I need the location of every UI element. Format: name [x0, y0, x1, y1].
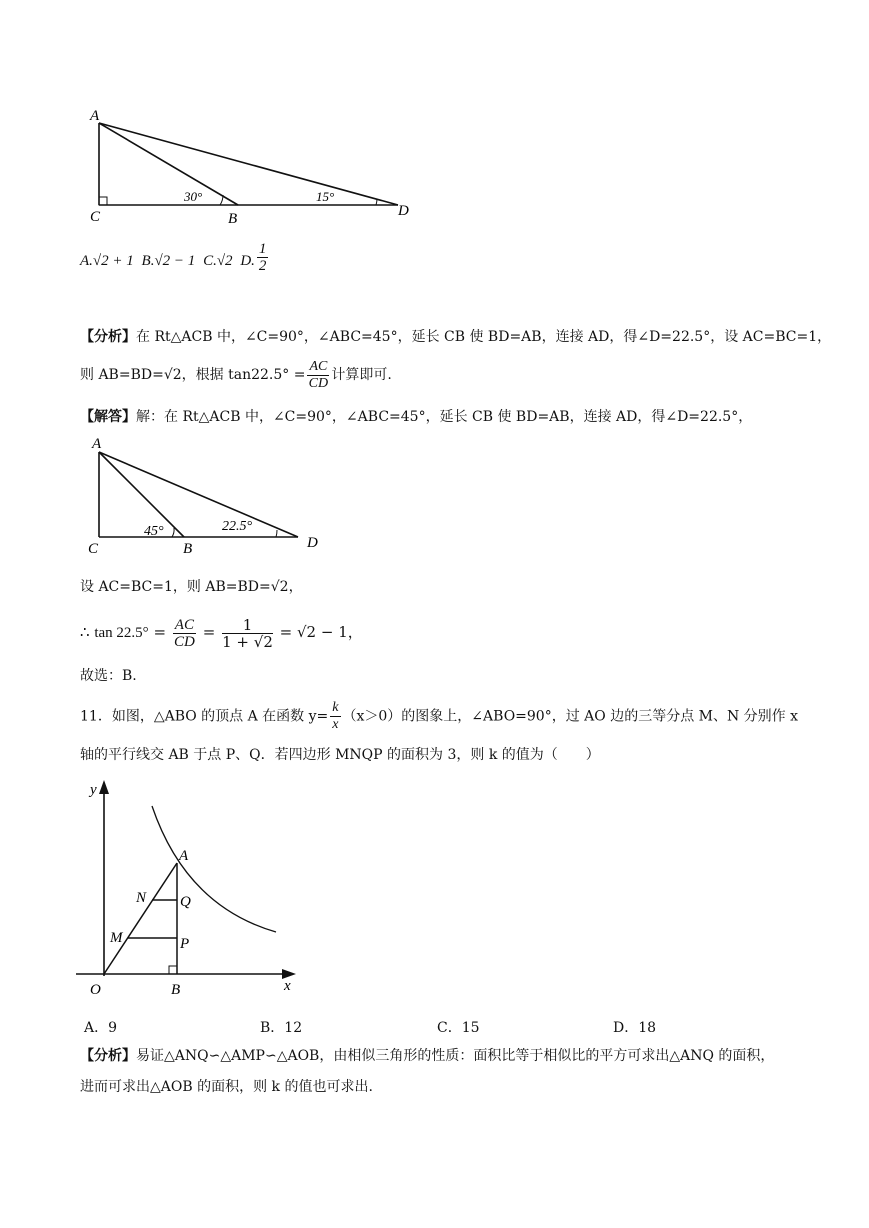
analysis-tag: 【分析】 [80, 1048, 136, 1064]
label-Q: Q [180, 894, 191, 910]
fraction-1-over-1-plus-sqrt2: $\frac{1}{1 + √2}$ [222, 615, 273, 651]
choices-q10: A.√2 + 1 B.√2 − 1 C.√2 D. $\frac{1}{2}$ [80, 241, 267, 274]
solution-10-answer: 故选：B. [80, 668, 137, 684]
analysis-11-line1: 【分析】易证△ANQ∽△AMP∽△AOB，由相似三角形的性质：面积比等于相似比的平方可求出△ANQ 的面积， [80, 1048, 775, 1064]
choice-11-a: A．9 [84, 1020, 118, 1036]
choice-11-c: C．15 [437, 1020, 480, 1036]
choice-b-expr: √2 − 1 [154, 252, 196, 269]
analysis-tag: 【分析】 [80, 329, 136, 345]
label-A: A [179, 848, 189, 864]
sqrt2: √2 [270, 579, 289, 595]
angle-label-30: 30° [184, 189, 203, 204]
question-11-line2: 轴的平行线交 AB 于点 P、Q．若四边形 MNQP 的面积为 3，则 k 的值为（ ） [80, 747, 600, 763]
analysis-11-line2: 进而可求出△AOB 的面积，则 k 的值也可求出. [80, 1079, 373, 1095]
figure-hyperbola-triangle [76, 776, 311, 1001]
label-O: O [90, 982, 101, 998]
analysis-10-line1: 【分析】在 Rt△ACB 中，∠C=90°，∠ABC=45°，延长 CB 使 BD=AB，连接 AD，得∠D=22.5°，设 AC=BC=1， [80, 329, 832, 345]
angle-label-15: 15° [316, 189, 335, 204]
choice-11-d: D．18 [613, 1020, 657, 1036]
analysis-10-line2: 则 AB=BD=√2，根据 tan22.5° = $\frac{AC}{CD}$ 计算即可. [80, 358, 392, 391]
axis-label-y: y [90, 782, 97, 798]
choice-c-expr: √2 [216, 252, 233, 269]
label-C: C [90, 209, 101, 225]
label-A: A [92, 436, 102, 452]
angle-label-22.5: 22.5° [222, 519, 253, 534]
axis-label-x: x [284, 978, 291, 994]
choice-11-b: B．12 [260, 1020, 303, 1036]
label-P: P [180, 936, 190, 952]
choice-d-fraction: $\frac{1}{2}$ [258, 241, 267, 274]
label-B: B [171, 982, 181, 998]
question-11-line1: 11．如图，△ABO 的顶点 A 在函数 y= $\frac{k}{x}$ （x＞0）的图象上，∠ABO=90°，过 AO 边的三等分点 M、N 分别作 x [80, 700, 799, 732]
fraction-ac-cd: $\frac{AC}{CD}$ [173, 616, 195, 650]
label-A: A [90, 108, 100, 124]
solution-tag: 【解答】 [80, 409, 136, 425]
label-D: D [307, 535, 318, 551]
sqrt2: √2 [163, 367, 182, 383]
figure-triangle-30-15 [80, 105, 420, 230]
fraction-k-over-x: $\frac{k}{x}$ [332, 700, 339, 732]
solution-10-line1: 【解答】解：在 Rt△ACB 中，∠C=90°，∠ABC=45°，延长 CB 使 BD=AB，连接 AD，得∠D=22.5°， [80, 409, 753, 425]
solution-10-equation: ∴ tan 22.5° = $\frac{AC}{CD}$ = $\frac{1}{1 + √2}$ = √2 − 1， [80, 615, 363, 651]
label-D: D [398, 203, 409, 219]
figure-triangle-45-22.5 [80, 432, 340, 557]
label-N: N [136, 890, 147, 906]
choice-a-expr: √2 + 1 [92, 252, 134, 269]
label-M: M [110, 930, 123, 946]
solution-10-line2: 设 AC=BC=1，则 AB=BD=√2， [80, 579, 303, 595]
fraction-ac-cd: $\frac{AC}{CD}$ [308, 358, 329, 391]
result: √2 − 1 [297, 623, 348, 641]
label-C: C [88, 541, 99, 557]
label-B: B [228, 211, 238, 227]
angle-label-45: 45° [144, 524, 164, 539]
label-B: B [183, 541, 193, 557]
